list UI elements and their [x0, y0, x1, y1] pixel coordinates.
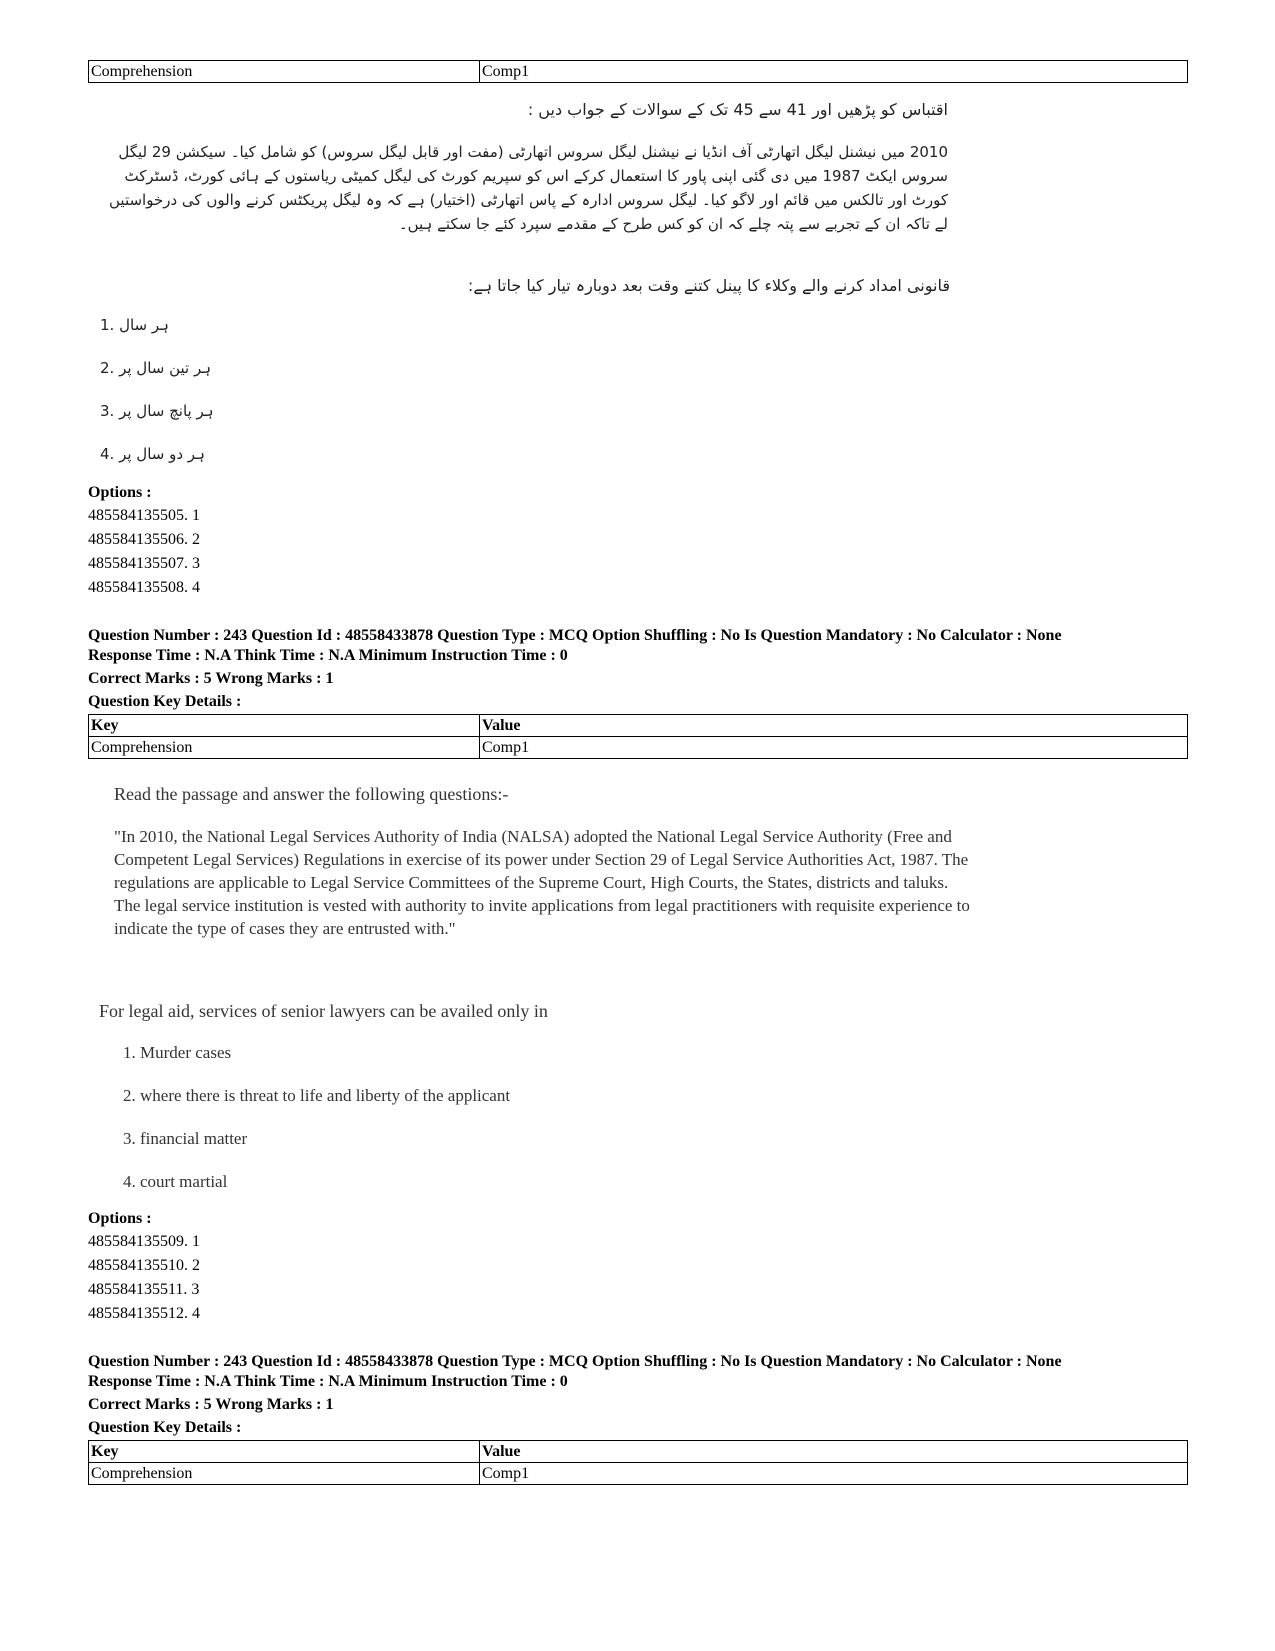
table-cell-value: Comp1	[480, 61, 1188, 83]
option-id: 485584135507. 3	[88, 555, 200, 572]
table-cell-value: Comp1	[480, 1463, 1188, 1485]
question-marks: Correct Marks : 5 Wrong Marks : 1	[88, 1396, 334, 1413]
list-item: 4. court martial	[123, 1172, 228, 1191]
table-header-value: Value	[480, 715, 1188, 737]
question-meta-line: Question Number : 243 Question Id : 48558433878 Question Type : MCQ Option Shuffling : No Is Question Mandatory : No Calculator : None	[88, 627, 1062, 644]
table-cell-value: Comp1	[480, 737, 1188, 759]
options-label: Options :	[88, 484, 152, 501]
list-item: ہر تین سال پر .2	[100, 359, 212, 377]
table-cell-key: Comprehension	[89, 61, 480, 83]
choice-list	[123, 1043, 510, 1215]
table-header-row	[89, 715, 1188, 737]
top-key-value-table	[88, 60, 1188, 83]
table-row	[89, 1463, 1188, 1485]
table-cell-key: Comprehension	[89, 1463, 480, 1485]
urdu-question: قانونی امداد کرنے والے وکلاء کا پینل کتنے وقت بعد دوبارہ تیار کیا جاتا ہے:	[467, 276, 950, 295]
option-id: 485584135511. 3	[88, 1281, 200, 1298]
urdu-choice-list	[100, 316, 300, 488]
table-header-value: Value	[480, 1441, 1188, 1463]
question-timing-line: Response Time : N.A Think Time : N.A Minimum Instruction Time : 0	[88, 647, 568, 664]
list-item: ہر پانچ سال پر .3	[100, 402, 214, 420]
table-row	[89, 61, 1188, 83]
question-key-table	[88, 1440, 1188, 1485]
options-block	[88, 1207, 200, 1326]
table-header-key: Key	[89, 1441, 480, 1463]
question-marks: Correct Marks : 5 Wrong Marks : 1	[88, 670, 334, 687]
table-header-key: Key	[89, 715, 480, 737]
question-meta-line: Question Number : 243 Question Id : 48558433878 Question Type : MCQ Option Shuffling : No Is Question Mandatory : No Calculator : None	[88, 1353, 1062, 1370]
question-timing-line: Response Time : N.A Think Time : N.A Minimum Instruction Time : 0	[88, 1373, 568, 1390]
list-item: 1. Murder cases	[123, 1043, 232, 1062]
table-header-row	[89, 1441, 1188, 1463]
option-id: 485584135506. 2	[88, 531, 200, 548]
option-id: 485584135512. 4	[88, 1305, 200, 1322]
urdu-instruction: اقتباس کو پڑھیں اور 41 سے 45 تک کے سوالات کے جواب دیں :	[527, 100, 948, 119]
question-text: For legal aid, services of senior lawyers can be availed only in	[99, 1001, 548, 1021]
question-meta	[88, 1350, 1188, 1439]
list-item: 3. financial matter	[123, 1129, 248, 1148]
list-item: 2. where there is threat to life and liberty of the applicant	[123, 1086, 511, 1105]
option-id: 485584135508. 4	[88, 579, 200, 596]
options-block	[88, 481, 200, 600]
table-cell-key: Comprehension	[89, 737, 480, 759]
question-meta	[88, 624, 1188, 713]
question-key-details-label: Question Key Details :	[88, 693, 242, 710]
question-key-details-label: Question Key Details :	[88, 1419, 242, 1436]
option-id: 485584135505. 1	[88, 507, 200, 524]
option-id: 485584135509. 1	[88, 1233, 200, 1250]
option-id: 485584135510. 2	[88, 1257, 200, 1274]
passage-instruction: Read the passage and answer the following questions:-	[114, 784, 509, 804]
options-label: Options :	[88, 1210, 152, 1227]
list-item: ہر سال .1	[100, 316, 169, 334]
list-item: ہر دو سال پر .4	[100, 445, 205, 463]
question-key-table	[88, 714, 1188, 759]
urdu-passage: 2010 میں نیشنل لیگل اتھارٹی آف انڈیا نے نیشنل لیگل سروس اتھارٹی (مفت اور قابل لیگل سروس) کو شامل کیا۔ سیکشن 29 لیگل سروس ایکٹ 1987 میں دی گئی اپنی پاور کا استعمال کرکے اس کو سپریم کورٹ کی لیگل کمیٹی ریاستوں کے ہائی کورٹ، ڈسٹرکٹ کورٹ اور تالکس میں قائم اور لاگو کیا۔ لیگل سروس ادارہ کے پاس اتھارٹی (اختیار) ہے کہ وہ لیگل پریکٹس کرنے والوں کی درخواستیں لے تاکہ ان کے تجربے سے پتہ چلے کہ ان کو کس طرح کے مقدمے سپرد کئے جا سکتے ہیں۔	[109, 143, 948, 233]
table-row	[89, 737, 1188, 759]
passage-text: "In 2010, the National Legal Services Authority of India (NALSA) adopted the National Legal Service Authority (Free and Competent Legal Services) Regulations in exercise of its power under Section 29 of Legal Service Authorities Act, 1987. The regulations are applicable to Legal Service Committees of the Supreme Court, High Courts, the States, districts and taluks. The legal service institution is vested with authority to invite applications from legal practitioners with requisite experience to indicate the type of cases they are entrusted with."	[114, 827, 970, 938]
